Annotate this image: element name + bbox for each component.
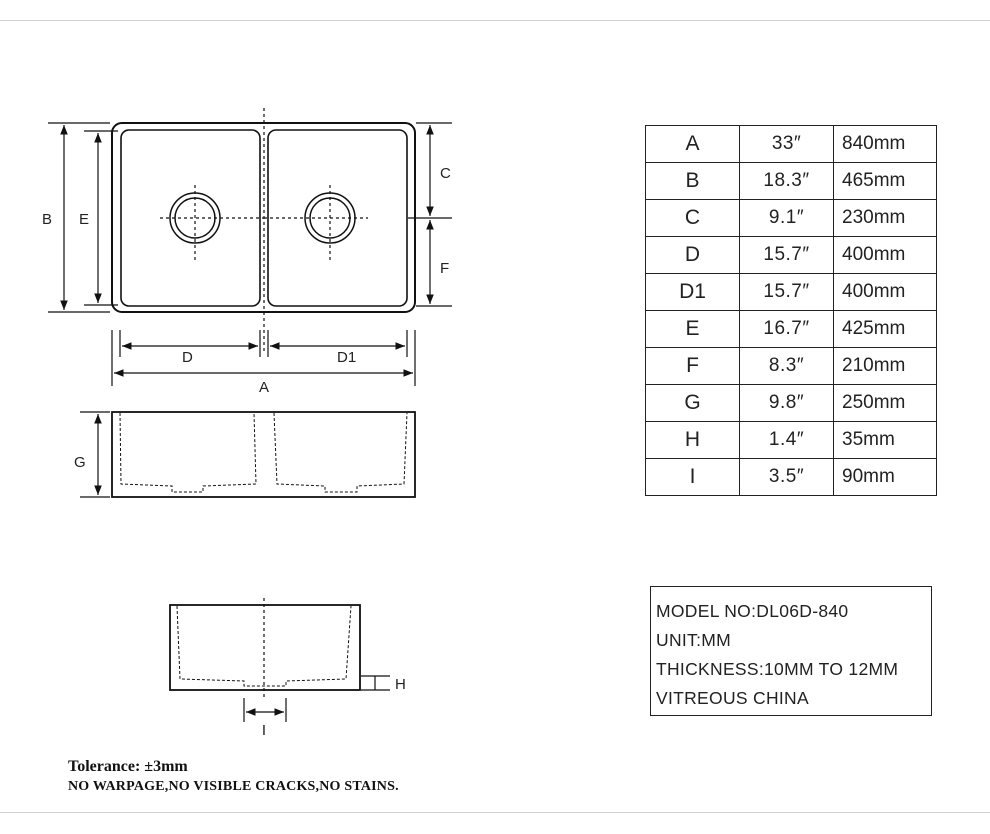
dimension-I	[244, 698, 286, 722]
material-text: VITREOUS CHINA	[656, 688, 809, 708]
side-view	[170, 598, 390, 722]
label-H: H	[395, 676, 406, 693]
front-hidden-basins	[120, 413, 407, 492]
dimension-letter: F	[646, 348, 740, 385]
dimension-inches: 15.7″	[740, 237, 834, 274]
table-row	[646, 237, 937, 274]
dimension-mm: 840mm	[834, 126, 937, 163]
quality-note: NO WARPAGE,NO VISIBLE CRACKS,NO STAINS.	[68, 779, 399, 794]
dimension-inches: 9.8″	[740, 385, 834, 422]
dimension-inches: 33″	[740, 126, 834, 163]
dimension-letter: I	[646, 459, 740, 496]
top-view	[48, 108, 452, 386]
label-C: C	[440, 165, 451, 182]
dimension-mm: 465mm	[834, 163, 937, 200]
model-number: MODEL NO:DL06D-840	[656, 601, 849, 621]
label-E: E	[79, 211, 90, 228]
dimension-letter: G	[646, 385, 740, 422]
dimension-mm: 35mm	[834, 422, 937, 459]
dimension-inches: 8.3″	[740, 348, 834, 385]
dimension-inches: 16.7″	[740, 311, 834, 348]
dimension-letter: A	[646, 126, 740, 163]
table-row	[646, 385, 937, 422]
dimension-mm: 425mm	[834, 311, 937, 348]
dimension-H	[361, 676, 390, 690]
table-row	[646, 422, 937, 459]
dimension-letter: E	[646, 311, 740, 348]
left-drain	[160, 185, 264, 262]
thickness-text: THICKNESS:10MM TO 12MM	[656, 659, 899, 679]
table-row	[646, 200, 937, 237]
table-row	[646, 126, 937, 163]
tolerance-note: Tolerance: ±3mm	[68, 758, 188, 775]
dimension-mm: 250mm	[834, 385, 937, 422]
notes	[68, 757, 399, 797]
dimension-inches: 1.4″	[740, 422, 834, 459]
table-row	[646, 163, 937, 200]
model-info-box	[650, 586, 932, 716]
dimension-mm: 210mm	[834, 348, 937, 385]
label-I: I	[261, 722, 267, 739]
dimension-mm: 230mm	[834, 200, 937, 237]
front-view	[80, 412, 415, 497]
label-F: F	[440, 260, 450, 277]
label-B: B	[42, 211, 53, 228]
dimension-letter: B	[646, 163, 740, 200]
dimension-letter: C	[646, 200, 740, 237]
dimension-letter: H	[646, 422, 740, 459]
dimension-inches: 3.5″	[740, 459, 834, 496]
dimension-inches: 18.3″	[740, 163, 834, 200]
dimension-mm: 90mm	[834, 459, 937, 496]
label-D1: D1	[337, 349, 357, 366]
label-A: A	[259, 379, 270, 396]
table-row	[646, 348, 937, 385]
label-D: D	[182, 349, 193, 366]
front-outline	[112, 412, 415, 497]
dimension-letter: D1	[646, 274, 740, 311]
dimension-mm: 400mm	[834, 274, 937, 311]
table-row	[646, 459, 937, 496]
dimension-spec-table	[645, 125, 937, 496]
unit-text: UNIT:MM	[656, 630, 732, 650]
dimension-letter: D	[646, 237, 740, 274]
dimension-inches: 15.7″	[740, 274, 834, 311]
side-outline	[170, 605, 360, 690]
table-row	[646, 311, 937, 348]
right-drain	[264, 185, 368, 262]
dimension-mm: 400mm	[834, 237, 937, 274]
table-row	[646, 274, 937, 311]
dimension-inches: 9.1″	[740, 200, 834, 237]
label-G: G	[74, 454, 86, 471]
